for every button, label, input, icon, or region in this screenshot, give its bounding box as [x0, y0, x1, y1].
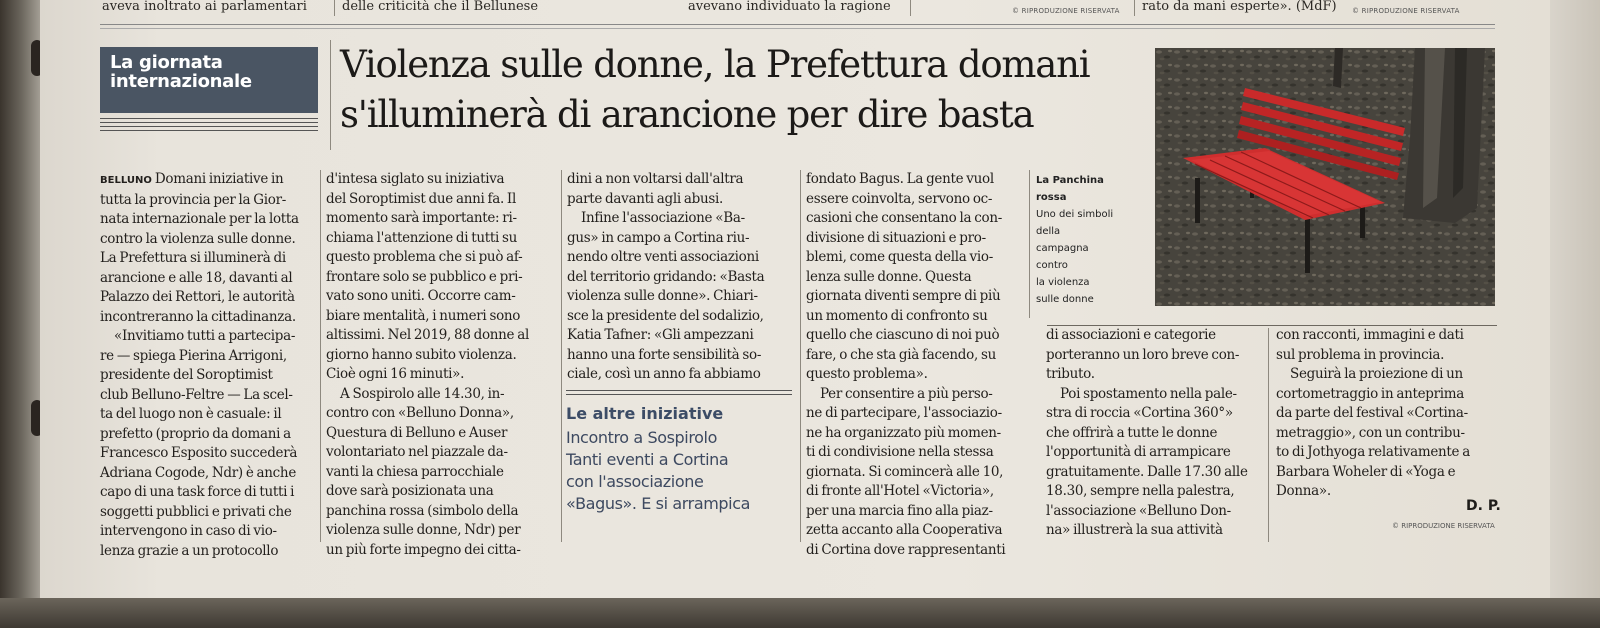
column-rule: [1268, 328, 1269, 542]
prev-article-line-1: aveva inoltrato ai parlamentari: [102, 0, 307, 14]
caption-line: contro: [1036, 260, 1068, 271]
col4-line: di fronte all'Hotel «Victoria»,: [806, 483, 994, 499]
col3-line: nendo oltre venti associazioni: [567, 249, 759, 265]
col5-line: 18.30, sempre nella palestra,: [1046, 483, 1235, 499]
caption-line: campagna: [1036, 243, 1089, 254]
col1-line: incontreranno la cittadinanza.: [100, 308, 296, 325]
col6-line: to di Jothyoga relativamente a: [1276, 444, 1470, 460]
caption-line: la violenza: [1036, 277, 1090, 288]
col2-line: contro con «Belluno Donna»,: [326, 405, 514, 421]
box-line: con l'associazione: [566, 472, 704, 491]
col4-line: fare, o che sta già facendo, su: [806, 346, 996, 363]
article-copyright: © RIPRODUZIONE RISERVATA: [1392, 522, 1495, 530]
photo-caption: [1036, 172, 1151, 308]
box-line: «Bagus». E si arrampica: [566, 494, 751, 513]
col3-line: ciale, così un anno fa abbiamo: [567, 366, 761, 382]
col3-line: dini a non voltarsi dall'altra: [567, 171, 744, 187]
col5-line: che offrirà a tutte le donne: [1046, 424, 1218, 441]
col2-line: d'intesa siglato su iniziativa: [326, 171, 505, 187]
col5-line: tributo.: [1046, 366, 1095, 382]
box-line: Tanti eventi a Cortina: [566, 450, 729, 469]
col4-line: giornata. Si comincerà alle 10,: [806, 463, 1004, 480]
article-column-4: [806, 170, 1026, 560]
caption-line: della: [1036, 226, 1061, 237]
col3-line: gus» in campo a Cortina riu-: [567, 229, 750, 246]
col1-line: arancione e alle 18, davanti al: [100, 269, 293, 286]
col1-line: tutta la provincia per la Gior-: [100, 191, 287, 208]
col5-line: stra di roccia «Cortina 360°»: [1046, 405, 1233, 421]
column-rule: [334, 0, 335, 16]
col3-line: violenza sulle donne». Chiari-: [567, 288, 758, 304]
prev-article-line-3: avevano individuato la ragione: [688, 0, 891, 14]
col4-line: casioni che consentano la con-: [806, 210, 1003, 226]
col2-line: un più forte impegno dei citta-: [326, 541, 521, 558]
col4-line: lenza sulle donne. Questa: [806, 268, 972, 285]
column-rule: [561, 170, 562, 542]
kicker-rule: [100, 122, 318, 123]
col4-line: Per consentire a più perso-: [820, 385, 993, 402]
caption-line: Uno dei simboli: [1036, 209, 1114, 220]
col2-line: momento sarà importante: ri-: [326, 210, 517, 226]
column-rule: [1029, 170, 1030, 318]
column-rule: [800, 170, 801, 542]
col1-line: ta del luogo non è casuale: il: [100, 406, 282, 422]
col4-line: ne ha organizzato più momen-: [806, 424, 1001, 441]
col1-line: BELLUNO Domani iniziative in: [100, 171, 284, 187]
page-right-edge: [1550, 0, 1600, 628]
col3-line: parte davanti agli abusi.: [567, 190, 723, 207]
col1-line: intervengono in caso di vio-: [100, 523, 277, 539]
col2-line: Cioè ogni 16 minuti».: [326, 366, 465, 382]
col2-line: volontariato nel piazzale da-: [326, 444, 508, 460]
caption-title-line: La Panchina: [1036, 175, 1104, 186]
col1-line: «Invitiamo tutti a partecipa-: [114, 328, 296, 344]
col4-line: ne di partecipare, l'associazio-: [806, 405, 1002, 421]
col1-line: contro la violenza sulle donne.: [100, 230, 296, 247]
article-column-5: [1046, 326, 1264, 541]
col1-line: capo di una task force di tutti i: [100, 484, 295, 500]
col2-line: A Sospirolo alle 14.30, in-: [340, 385, 505, 402]
caption-title: [1036, 172, 1151, 206]
col5-line: Poi spostamento nella pale-: [1060, 385, 1237, 402]
article-column-6: [1276, 326, 1498, 502]
headline: [340, 40, 1140, 140]
col1-line: soggetti pubblici e privati che: [100, 503, 292, 520]
col3-line: sce la presidente del sodalizio,: [567, 307, 764, 324]
col6-line: da parte del festival «Cortina-: [1276, 405, 1468, 421]
col2-line: Questura di Belluno e Auser: [326, 424, 508, 441]
author-signature: D. P.: [1466, 498, 1501, 514]
separator-rule: [100, 24, 1495, 25]
kicker-rule: [100, 126, 318, 127]
col4-line: questo problema».: [806, 366, 928, 382]
separator-rule: [100, 28, 1495, 29]
col1-line: Francesco Esposito succederà: [100, 445, 298, 461]
col1-line: prefetto (proprio da domani a: [100, 425, 291, 442]
dateline: BELLUNO: [100, 175, 152, 186]
other-initiatives-box: [566, 403, 792, 515]
col2-line: questo problema che si può af-: [326, 249, 523, 265]
col4-line: per una marcia fino alla piaz-: [806, 502, 993, 519]
col5-line: l'associazione «Belluno Don-: [1046, 502, 1231, 519]
col2-line: chiama l'attenzione di tutti su: [326, 229, 518, 246]
kicker-rule: [100, 130, 318, 131]
col3-line: hanno una forte sensibilità so-: [567, 346, 762, 363]
col6-line: metraggio», con un contribu-: [1276, 424, 1465, 441]
prev-article-line-2: delle criticità che il Bellunese: [342, 0, 539, 14]
kicker-divider: [330, 40, 331, 150]
col2-line: vanti la chiesa parrocchiale: [326, 463, 504, 480]
col2-line: giorno hanno subito violenza.: [326, 346, 517, 363]
col4-line: ti di condivisione nella stessa: [806, 444, 994, 460]
column-rule: [320, 170, 321, 542]
article-column-1: [100, 170, 314, 561]
kicker-rule: [100, 118, 318, 119]
col1-line: club Belluno-Feltre — La scel-: [100, 386, 293, 403]
col2-line: violenza sulle donne, Ndr) per: [326, 522, 521, 538]
bench-image: [1155, 48, 1495, 306]
red-bench-photo: [1155, 48, 1495, 306]
col1-line: re — spiega Pierina Arrigoni,: [100, 347, 287, 364]
copyright-1: © RIPRODUZIONE RISERVATA: [1012, 7, 1120, 15]
kicker-label: La giornata internazionale: [100, 47, 318, 113]
col6-line: cortometraggio in anteprima: [1276, 385, 1465, 402]
col5-line: di associazioni e categorie: [1046, 327, 1216, 343]
col4-line: blemi, come questa della vio-: [806, 249, 993, 265]
page-binding-shadow: [0, 0, 42, 628]
col6-line: con racconti, immagini e dati: [1276, 327, 1464, 343]
col4-line: zetta accanto alla Cooperativa: [806, 522, 1003, 538]
article-column-2: [326, 170, 556, 560]
col1-line: nata internazionale per la lotta: [100, 211, 299, 227]
col4-line: quello che ciascuno di noi può: [806, 327, 1000, 343]
caption-title-line: rossa: [1036, 192, 1067, 203]
column-rule: [910, 0, 911, 16]
col1-line: lenza grazie a un protocollo: [100, 542, 279, 559]
col6-line: sul problema in provincia.: [1276, 346, 1445, 363]
page-bottom-shadow: [0, 598, 1600, 628]
col6-line: Donna».: [1276, 483, 1331, 499]
col2-line: biare mentalità, i numeri sono: [326, 307, 521, 324]
col5-line: porteranno un loro breve con-: [1046, 346, 1240, 363]
col2-line: dove sarà posizionata una: [326, 483, 494, 499]
copyright-2: © RIPRODUZIONE RISERVATA: [1352, 7, 1460, 15]
col1-line: Palazzo dei Rettori, le autorità: [100, 289, 295, 305]
caption-line: sulle donne: [1036, 294, 1094, 305]
col5-line: na» illustrerà la sua attività: [1046, 522, 1223, 538]
headline-line-2: s'illuminerà di arancione per dire basta: [340, 93, 1034, 136]
col2-line: altissimi. Nel 2019, 88 donne al: [326, 327, 530, 343]
col2-line: frontare solo se pubblico e pri-: [326, 268, 523, 285]
col6-line: Seguirà la proiezione di un: [1290, 366, 1463, 382]
col4-line: di Cortina dove rappresentanti: [806, 541, 1006, 558]
col4-line: fondato Bagus. La gente vuol: [806, 171, 994, 187]
box-line: Incontro a Sospirolo: [566, 428, 717, 447]
col3-line: del territorio gridando: «Basta: [567, 268, 765, 285]
col4-line: divisione di situazioni e pro-: [806, 229, 986, 246]
col1-line: presidente del Soroptimist: [100, 367, 273, 383]
box-rule: [566, 394, 792, 395]
box-title: Le altre iniziative: [566, 404, 724, 423]
col6-line: Barbara Woheler di «Yoga e: [1276, 463, 1456, 480]
headline-line-1: Violenza sulle donne, la Prefettura domani: [340, 43, 1090, 86]
article-column-3: [567, 170, 795, 385]
col2-line: vato sono uniti. Occorre cam-: [326, 288, 516, 304]
col3-line: Infine l'associazione «Ba-: [581, 210, 745, 226]
col4-line: un momento di confronto su: [806, 307, 988, 324]
col5-line: l'opportunità di arrampicare: [1046, 444, 1231, 460]
col4-line: essere coinvolta, servono oc-: [806, 190, 993, 207]
col5-line: gratuitamente. Dalle 17.30 alle: [1046, 463, 1248, 480]
col1-line: La Prefettura si illuminerà di: [100, 250, 286, 266]
col2-line: panchina rossa (simbolo della: [326, 502, 519, 519]
col3-line: Katia Tafner: «Gli ampezzani: [567, 327, 754, 343]
col1-line: Adriana Cogode, Ndr) è anche: [100, 464, 297, 481]
col2-line: del Soroptimist due anni fa. Il: [326, 190, 516, 207]
col4-line: giornata diventi sempre di più: [806, 288, 1001, 304]
box-rule: [566, 390, 792, 391]
prev-article-line-4: rato da mani esperte». (MdF): [1142, 0, 1337, 14]
column-rule: [1134, 0, 1135, 16]
